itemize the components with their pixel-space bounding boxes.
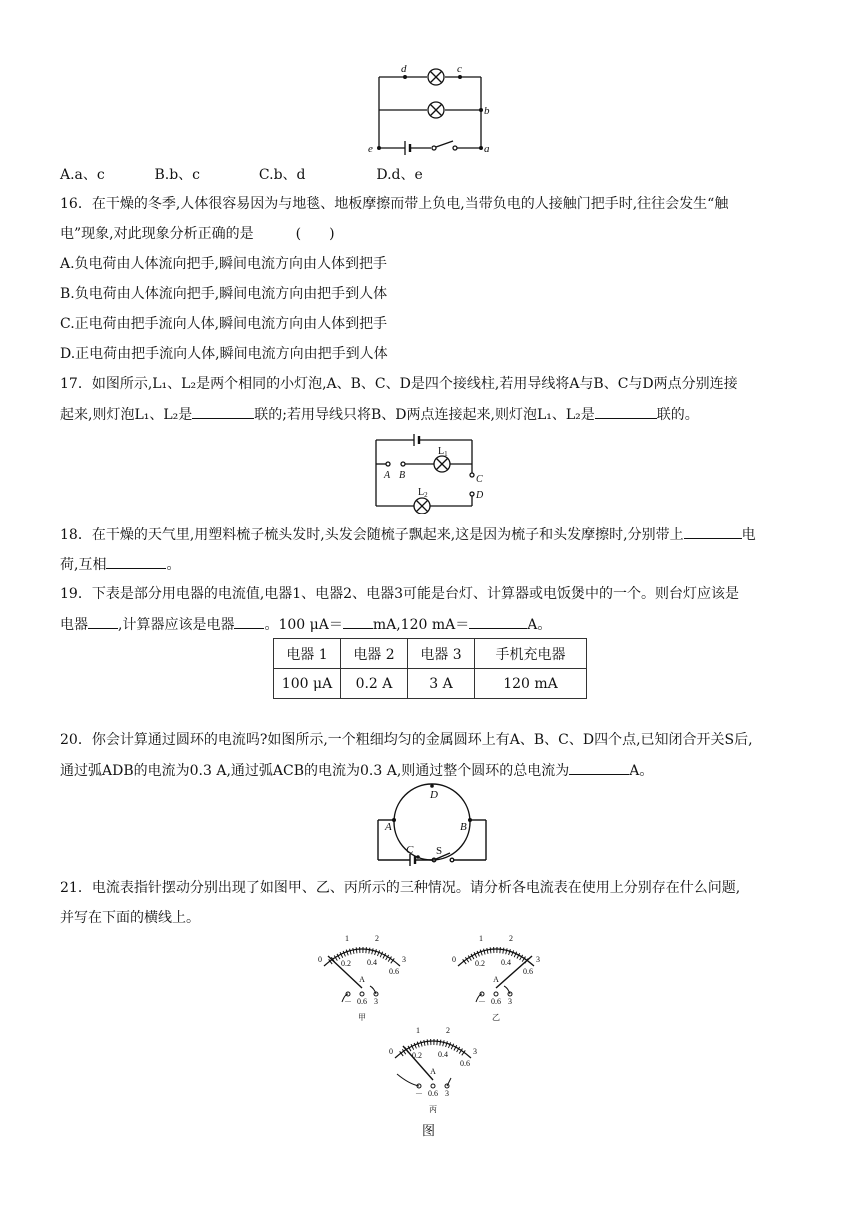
table-header-cell: 电器 1 — [274, 639, 341, 669]
q20-text-a: 通过弧ADB的电流为0.3 A,通过弧ACB的电流为0.3 A,则通过整个圆环的总电流为 — [60, 763, 570, 779]
q17-stem-line1: 17．如图所示,L₁、L₂是两个相同的小灯泡,A、B、C、D是四个接线柱,若用导线将A与B、C与D两点分别连接 — [60, 376, 738, 392]
ammeter-bing — [383, 1024, 483, 1116]
table-header-cell: 电器 2 — [341, 639, 408, 669]
q16-option-b: B.负电荷由人体流向把手,瞬间电流方向由把手到人体 — [60, 286, 388, 302]
q17-blank-1 — [192, 404, 254, 419]
q21-stem-line1: 21．电流表指针摆动分别出现了如图甲、乙、丙所示的三种情况。请分析各电流表在使用上分别存在什么问题, — [60, 880, 741, 896]
q16-option-c: C.正电荷由把手流向人体,瞬间电流方向由人体到把手 — [60, 316, 388, 332]
q21-stem-line2: 并写在下面的横线上。 — [60, 910, 200, 926]
q19-blank-4 — [469, 614, 527, 629]
q18-stem-line1 — [60, 524, 756, 545]
q15-label-a: a — [484, 143, 490, 155]
table-header-cell: 手机充电器 — [475, 639, 587, 669]
q18-blank-2 — [106, 554, 166, 569]
q17-text-a: 起来,则灯泡L₁、L₂是 — [60, 407, 193, 423]
q17-blank-2 — [595, 404, 657, 419]
q15-options — [60, 165, 423, 185]
q18-blank-1 — [684, 524, 742, 539]
q15-label-e: e — [368, 143, 373, 155]
ammeter-jia — [312, 932, 412, 1024]
q18-stem-line2 — [60, 554, 180, 575]
scale-label-minor: 0.6 — [460, 1059, 470, 1068]
table-header-cell: 电器 3 — [408, 639, 475, 669]
meter-label-yi: 乙 — [492, 1013, 500, 1022]
q19-text-c: 。100 μA＝ — [264, 617, 343, 633]
scale-label-major: 0 — [452, 955, 456, 964]
ammeter-yi — [446, 932, 546, 1024]
table-cell: 3 A — [408, 669, 475, 699]
q20-ring-circuit-diagram — [370, 782, 494, 866]
q20-label-a: A — [385, 821, 392, 833]
meter-unit: A — [493, 975, 499, 984]
terminal-label: － — [415, 1089, 423, 1098]
scale-label-minor: 0.2 — [475, 959, 485, 968]
q17-label-d: D — [476, 490, 484, 501]
terminal-label: 0.6 — [428, 1089, 438, 1098]
q17-text-c: 联的。 — [656, 407, 699, 423]
q17-label-l1: $L_1$ — [438, 446, 448, 458]
table-header-row — [274, 639, 587, 669]
q15-option-c: C.b、d — [258, 167, 306, 183]
q17-label-l2: $L_2$ — [418, 487, 428, 499]
q20-text-b: A。 — [629, 763, 654, 779]
q17-label-a: A — [384, 470, 391, 481]
meter-label-jia: 甲 — [358, 1013, 366, 1022]
terminal-label: 0.6 — [357, 997, 367, 1006]
q17-label-c: C — [476, 474, 483, 485]
q19-stem-line2 — [60, 614, 551, 635]
terminal-label: 3 — [445, 1089, 449, 1098]
q16-stem-line1: 16．在干燥的冬季,人体很容易因为与地毯、地板摩擦而带上负电,当带负电的人接触门把手时,往往会发生“触 — [60, 196, 729, 212]
q18-text-b: 电 — [741, 527, 756, 543]
q15-option-b: B.b、c — [154, 167, 200, 183]
scale-label-major: 1 — [345, 934, 349, 943]
q15-option-a: A.a、c — [60, 167, 105, 183]
q19-current-table — [273, 638, 587, 699]
q20-label-b: B — [460, 821, 467, 833]
meter-unit: A — [430, 1067, 436, 1076]
scale-label-minor: 0.6 — [389, 967, 399, 976]
q19-blank-2 — [234, 614, 264, 629]
table-cell: 100 μA — [274, 669, 341, 699]
scale-label-major: 3 — [536, 955, 540, 964]
q19-text-d: mA,120 mA＝ — [372, 617, 470, 633]
q20-stem-line2 — [60, 760, 653, 781]
q17-stem-line2 — [60, 404, 699, 425]
q20-blank-1 — [569, 760, 629, 775]
scale-label-major: 2 — [509, 934, 513, 943]
table-cell: 120 mA — [475, 669, 587, 699]
q20-stem-line1: 20．你会计算通过圆环的电流吗?如图所示,一个粗细均匀的金属圆环上有A、B、C、D四个点,已知闭合开关S后, — [60, 732, 753, 748]
q15-label-c: c — [457, 63, 462, 75]
scale-label-minor: 0.2 — [341, 959, 351, 968]
q17-text-b: 联的;若用导线只将B、D两点连接起来,则灯泡L₁、L₂是 — [254, 407, 595, 423]
terminal-label: － — [478, 997, 486, 1006]
q15-label-b: b — [484, 105, 490, 117]
q19-blank-3 — [343, 614, 373, 629]
meter-label-bing: 丙 — [429, 1105, 437, 1114]
q19-text-b: ,计算器应该是电器 — [118, 617, 235, 633]
q19-stem-line1: 19．下表是部分用电器的电流值,电器1、电器2、电器3可能是台灯、计算器或电饭煲中的一个。则台灯应该是 — [60, 586, 739, 602]
q16-stem-line2: 电”现象,对此现象分析正确的是 ( ) — [60, 226, 335, 242]
q15-circuit-diagram — [365, 62, 495, 158]
q16-option-a: A.负电荷由人体流向把手,瞬间电流方向由人体到把手 — [60, 256, 388, 272]
q15-option-d: D.d、e — [376, 167, 423, 183]
q16-option-d: D.正电荷由把手流向人体,瞬间电流方向由把手到人体 — [60, 346, 388, 362]
terminal-label: － — [344, 997, 352, 1006]
scale-label-major: 0 — [389, 1047, 393, 1056]
meter-unit: A — [359, 975, 365, 984]
terminal-label: 0.6 — [491, 997, 501, 1006]
terminal-label: 3 — [374, 997, 378, 1006]
table-row — [274, 669, 587, 699]
figure-caption: 图 — [422, 1124, 436, 1139]
q20-label-c: C — [406, 844, 414, 856]
scale-label-major: 1 — [479, 934, 483, 943]
scale-label-major: 0 — [318, 955, 322, 964]
scale-label-minor: 0.4 — [438, 1050, 448, 1059]
terminal-label: 3 — [508, 997, 512, 1006]
q15-label-d: d — [401, 63, 407, 75]
scale-label-major: 2 — [446, 1026, 450, 1035]
q18-text-c: 荷,互相 — [60, 557, 107, 573]
scale-label-major: 3 — [402, 955, 406, 964]
q19-text-e: A。 — [527, 617, 552, 633]
q18-text-d: 。 — [166, 557, 181, 573]
q20-label-d: D — [430, 789, 438, 801]
q17-label-b: B — [399, 470, 406, 481]
q20-label-s: S — [436, 845, 443, 857]
scale-label-major: 2 — [375, 934, 379, 943]
q18-text-a: 18．在干燥的天气里,用塑料梳子梳头发时,头发会随梳子飘起来,这是因为梳子和头发摩擦时,分别带上 — [60, 527, 684, 543]
q19-blank-1 — [88, 614, 118, 629]
scale-label-minor: 0.4 — [367, 958, 377, 967]
scale-label-minor: 0.2 — [412, 1051, 422, 1060]
table-cell: 0.2 A — [341, 669, 408, 699]
scale-label-minor: 0.4 — [501, 958, 511, 967]
scale-label-minor: 0.6 — [523, 967, 533, 976]
q19-text-a: 电器 — [60, 617, 88, 633]
q17-circuit-diagram — [366, 428, 491, 514]
scale-label-major: 1 — [416, 1026, 420, 1035]
scale-label-major: 3 — [473, 1047, 477, 1056]
